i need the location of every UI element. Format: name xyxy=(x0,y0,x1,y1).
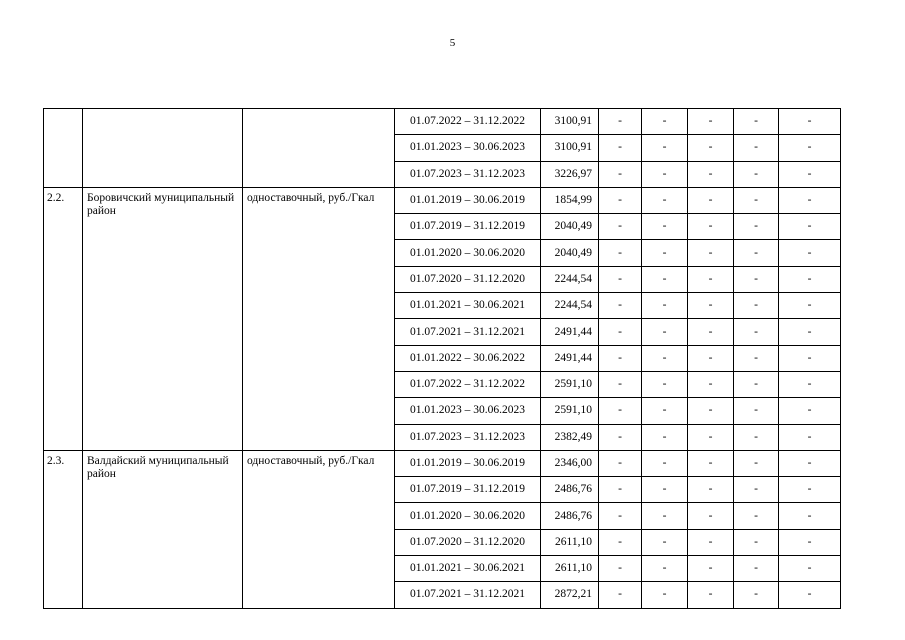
tariff-table xyxy=(43,108,841,609)
group-number xyxy=(44,109,83,188)
empty-value-cell: - xyxy=(599,450,642,476)
empty-value-cell: - xyxy=(734,135,779,161)
table-row xyxy=(44,109,841,135)
empty-value-cell: - xyxy=(599,503,642,529)
empty-value-cell: - xyxy=(734,345,779,371)
empty-value-cell: - xyxy=(734,556,779,582)
empty-value-cell: - xyxy=(642,345,688,371)
empty-value-cell: - xyxy=(642,187,688,213)
tariff-value-cell: 2872,21 xyxy=(541,582,599,608)
period-cell: 01.01.2023 – 30.06.2023 xyxy=(395,398,541,424)
group-number: 2.3. xyxy=(44,450,83,608)
empty-value-cell: - xyxy=(779,345,841,371)
empty-value-cell: - xyxy=(688,240,734,266)
empty-value-cell: - xyxy=(779,503,841,529)
empty-value-cell: - xyxy=(599,109,642,135)
empty-value-cell: - xyxy=(734,187,779,213)
empty-value-cell: - xyxy=(599,240,642,266)
empty-value-cell: - xyxy=(642,214,688,240)
empty-value-cell: - xyxy=(642,240,688,266)
empty-value-cell: - xyxy=(642,371,688,397)
empty-value-cell: - xyxy=(599,398,642,424)
empty-value-cell: - xyxy=(779,187,841,213)
empty-value-cell: - xyxy=(779,582,841,608)
tariff-type: одноставочный, руб./Гкал xyxy=(243,450,395,608)
empty-value-cell: - xyxy=(734,214,779,240)
empty-value-cell: - xyxy=(779,529,841,555)
period-cell: 01.07.2022 – 31.12.2022 xyxy=(395,109,541,135)
period-cell: 01.07.2023 – 31.12.2023 xyxy=(395,161,541,187)
empty-value-cell: - xyxy=(642,477,688,503)
empty-value-cell: - xyxy=(734,109,779,135)
empty-value-cell: - xyxy=(642,503,688,529)
period-cell: 01.01.2021 – 30.06.2021 xyxy=(395,556,541,582)
page-number: 5 xyxy=(449,37,456,49)
empty-value-cell: - xyxy=(599,187,642,213)
empty-value-cell: - xyxy=(599,371,642,397)
period-cell: 01.01.2020 – 30.06.2020 xyxy=(395,503,541,529)
empty-value-cell: - xyxy=(688,371,734,397)
empty-value-cell: - xyxy=(779,161,841,187)
table-row xyxy=(44,187,841,213)
period-cell: 01.07.2019 – 31.12.2019 xyxy=(395,477,541,503)
empty-value-cell: - xyxy=(642,529,688,555)
empty-value-cell: - xyxy=(688,398,734,424)
table-row xyxy=(44,450,841,476)
tariff-value-cell: 2040,49 xyxy=(541,214,599,240)
period-cell: 01.01.2019 – 30.06.2019 xyxy=(395,450,541,476)
empty-value-cell: - xyxy=(599,424,642,450)
tariff-value-cell: 2486,76 xyxy=(541,503,599,529)
empty-value-cell: - xyxy=(779,450,841,476)
empty-value-cell: - xyxy=(734,319,779,345)
empty-value-cell: - xyxy=(642,450,688,476)
empty-value-cell: - xyxy=(688,109,734,135)
empty-value-cell: - xyxy=(642,293,688,319)
tariff-value-cell: 2491,44 xyxy=(541,345,599,371)
empty-value-cell: - xyxy=(642,424,688,450)
empty-value-cell: - xyxy=(599,319,642,345)
tariff-value-cell: 3226,97 xyxy=(541,161,599,187)
period-cell: 01.07.2019 – 31.12.2019 xyxy=(395,214,541,240)
empty-value-cell: - xyxy=(779,266,841,292)
period-cell: 01.01.2019 – 30.06.2019 xyxy=(395,187,541,213)
empty-value-cell: - xyxy=(688,293,734,319)
empty-value-cell: - xyxy=(688,503,734,529)
period-cell: 01.07.2023 – 31.12.2023 xyxy=(395,424,541,450)
empty-value-cell: - xyxy=(734,371,779,397)
empty-value-cell: - xyxy=(599,214,642,240)
tariff-value-cell: 2040,49 xyxy=(541,240,599,266)
period-cell: 01.01.2021 – 30.06.2021 xyxy=(395,293,541,319)
empty-value-cell: - xyxy=(734,582,779,608)
empty-value-cell: - xyxy=(599,293,642,319)
district-name xyxy=(83,109,243,188)
period-cell: 01.07.2021 – 31.12.2021 xyxy=(395,319,541,345)
empty-value-cell: - xyxy=(642,161,688,187)
empty-value-cell: - xyxy=(688,319,734,345)
tariff-table-body xyxy=(44,109,841,609)
empty-value-cell: - xyxy=(599,345,642,371)
empty-value-cell: - xyxy=(688,477,734,503)
empty-value-cell: - xyxy=(779,371,841,397)
empty-value-cell: - xyxy=(688,161,734,187)
empty-value-cell: - xyxy=(642,582,688,608)
period-cell: 01.01.2023 – 30.06.2023 xyxy=(395,135,541,161)
period-cell: 01.07.2021 – 31.12.2021 xyxy=(395,582,541,608)
district-name: Валдайский муниципальный район xyxy=(83,450,243,608)
tariff-value-cell: 2491,44 xyxy=(541,319,599,345)
empty-value-cell: - xyxy=(599,556,642,582)
tariff-value-cell: 2346,00 xyxy=(541,450,599,476)
empty-value-cell: - xyxy=(642,556,688,582)
empty-value-cell: - xyxy=(688,187,734,213)
empty-value-cell: - xyxy=(779,240,841,266)
empty-value-cell: - xyxy=(599,529,642,555)
tariff-value-cell: 2486,76 xyxy=(541,477,599,503)
empty-value-cell: - xyxy=(599,582,642,608)
tariff-type xyxy=(243,109,395,188)
tariff-value-cell: 2244,54 xyxy=(541,293,599,319)
empty-value-cell: - xyxy=(688,582,734,608)
period-cell: 01.07.2020 – 31.12.2020 xyxy=(395,529,541,555)
tariff-value-cell: 1854,99 xyxy=(541,187,599,213)
tariff-value-cell: 2611,10 xyxy=(541,556,599,582)
empty-value-cell: - xyxy=(642,266,688,292)
empty-value-cell: - xyxy=(642,398,688,424)
empty-value-cell: - xyxy=(734,398,779,424)
tariff-value-cell: 2591,10 xyxy=(541,398,599,424)
empty-value-cell: - xyxy=(688,556,734,582)
empty-value-cell: - xyxy=(734,240,779,266)
empty-value-cell: - xyxy=(688,135,734,161)
period-cell: 01.01.2020 – 30.06.2020 xyxy=(395,240,541,266)
empty-value-cell: - xyxy=(642,135,688,161)
empty-value-cell: - xyxy=(779,319,841,345)
tariff-value-cell: 2382,49 xyxy=(541,424,599,450)
tariff-value-cell: 3100,91 xyxy=(541,135,599,161)
tariff-value-cell: 3100,91 xyxy=(541,109,599,135)
empty-value-cell: - xyxy=(599,161,642,187)
tariff-type: одноставочный, руб./Гкал xyxy=(243,187,395,450)
empty-value-cell: - xyxy=(779,556,841,582)
empty-value-cell: - xyxy=(688,214,734,240)
period-cell: 01.01.2022 – 30.06.2022 xyxy=(395,345,541,371)
empty-value-cell: - xyxy=(734,266,779,292)
district-name: Боровичский муниципальный район xyxy=(83,187,243,450)
empty-value-cell: - xyxy=(599,135,642,161)
empty-value-cell: - xyxy=(734,293,779,319)
empty-value-cell: - xyxy=(779,109,841,135)
empty-value-cell: - xyxy=(734,529,779,555)
empty-value-cell: - xyxy=(599,266,642,292)
empty-value-cell: - xyxy=(779,424,841,450)
empty-value-cell: - xyxy=(779,477,841,503)
tariff-value-cell: 2244,54 xyxy=(541,266,599,292)
empty-value-cell: - xyxy=(779,398,841,424)
empty-value-cell: - xyxy=(688,424,734,450)
empty-value-cell: - xyxy=(599,477,642,503)
tariff-value-cell: 2591,10 xyxy=(541,371,599,397)
empty-value-cell: - xyxy=(642,319,688,345)
period-cell: 01.07.2020 – 31.12.2020 xyxy=(395,266,541,292)
empty-value-cell: - xyxy=(688,345,734,371)
empty-value-cell: - xyxy=(734,503,779,529)
tariff-value-cell: 2611,10 xyxy=(541,529,599,555)
empty-value-cell: - xyxy=(688,529,734,555)
empty-value-cell: - xyxy=(688,266,734,292)
empty-value-cell: - xyxy=(734,477,779,503)
empty-value-cell: - xyxy=(779,214,841,240)
empty-value-cell: - xyxy=(734,161,779,187)
empty-value-cell: - xyxy=(779,293,841,319)
empty-value-cell: - xyxy=(642,109,688,135)
empty-value-cell: - xyxy=(779,135,841,161)
empty-value-cell: - xyxy=(734,424,779,450)
empty-value-cell: - xyxy=(688,450,734,476)
period-cell: 01.07.2022 – 31.12.2022 xyxy=(395,371,541,397)
group-number: 2.2. xyxy=(44,187,83,450)
empty-value-cell: - xyxy=(734,450,779,476)
